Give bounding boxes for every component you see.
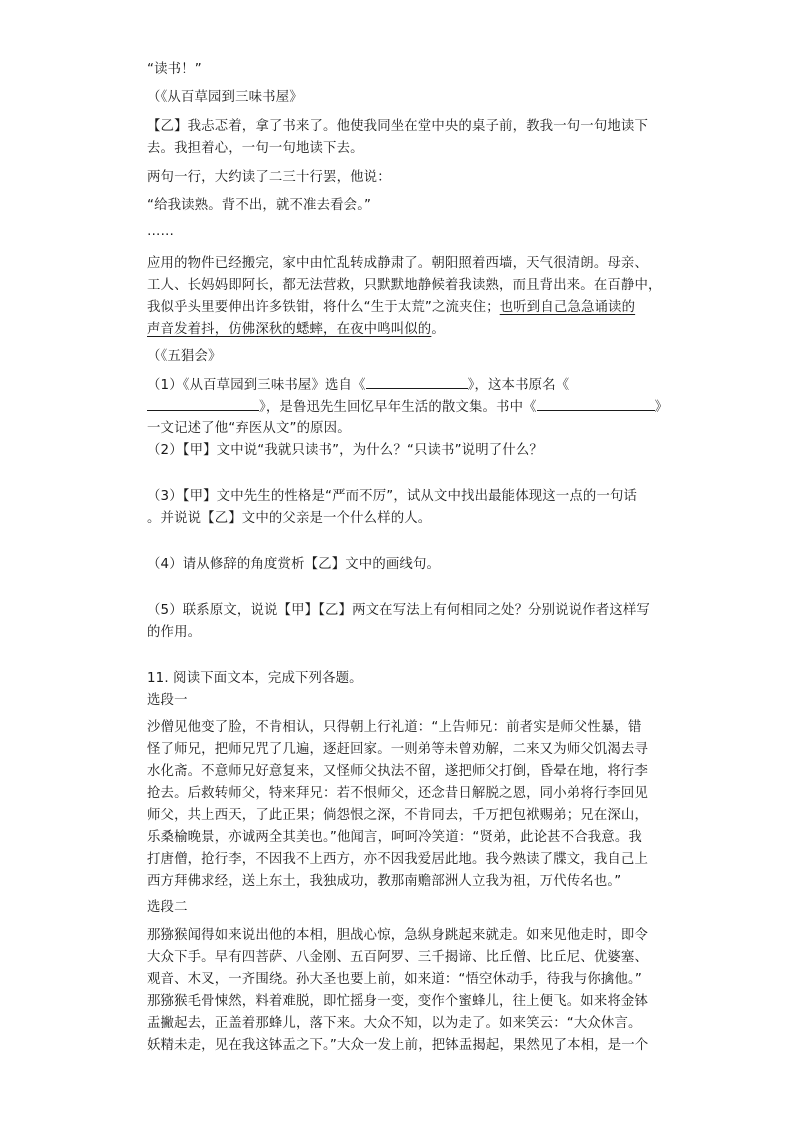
question-4: （4）请从修辞的角度赏析【乙】文中的画线句。 xyxy=(147,557,441,572)
passage-yi-line: 去。我担着心，一句一句地读下去。 xyxy=(147,141,364,156)
plain-text: 我似乎头里要伸出许多铁钳，将什么“生于太荒”之流夹住； xyxy=(147,300,500,315)
question-1 xyxy=(147,375,569,396)
segment-2-line: 那猕猴闻得如来说出他的本相，胆战心惊，急纵身跳起来就走。如来见他走时，即令 xyxy=(147,928,649,943)
segment-1-line: 抢去。后救转师父，特来拜兄：若不恨师父，还念昔日解脱之恩，同小弟将行李回见 xyxy=(147,786,649,801)
question-5: （5）联系原文，说说【甲】【乙】两文在写法上有何相同之处？分别说说作者这样写 xyxy=(147,603,650,618)
segment-1-line: 乐桑榆晚景，亦诚两全其美也。”他闻言，呵呵冷笑道：“贤弟，此论甚不合我意。我 xyxy=(147,830,642,845)
question-text: （1）《从百草园到三味书屋》选自《 xyxy=(147,378,366,393)
question-11-heading: 11. 阅读下面文本，完成下列各题。 xyxy=(147,671,363,686)
source-citation-2: （《五猖会》 xyxy=(147,349,222,364)
passage-yi-line: “给我读熟。背不出，就不准去看会。” xyxy=(147,198,372,213)
question-1 xyxy=(147,397,668,418)
segment-1-line: 西方拜佛求经，送上东土，我独成功，教那南赡部洲人立我为祖，万代传名也。” xyxy=(147,874,622,889)
question-text: 》，这本书原名《 xyxy=(467,378,570,393)
segment-2-line: 盂撇起去，正盖着那蜂儿，落下来。大众不知，以为走了。如来笑云：“大众休言。 xyxy=(147,1016,642,1031)
passage-yi-line: 【乙】我忐忑着，拿了书来了。他使我同坐在堂中央的桌子前，教我一句一句地读下 xyxy=(147,119,649,134)
segment-2-line: 妖精未走，见在我这钵盂之下。”大众一发上前，把钵盂揭起，果然见了本相，是一个 xyxy=(147,1038,649,1053)
source-citation-1: （《从百草园到三味书屋》 xyxy=(147,90,303,105)
underlined-sentence: 也听到自己急急诵读的 xyxy=(499,300,636,315)
answer-blank[interactable] xyxy=(147,397,259,411)
passage-yi-line: 应用的物件已经搬完，家中由忙乱转成静肃了。朝阳照着西墙，天气很清朗。母亲、 xyxy=(147,256,649,271)
answer-blank[interactable] xyxy=(537,397,655,411)
segment-1-title: 选段一 xyxy=(147,693,188,708)
quote-read: “读书！” xyxy=(147,62,202,77)
segment-1-line: 怪了师兄，把师兄咒了几遍，逐赶回家。一则弟等未曾劝解，二来又为师父饥渴去寻 xyxy=(147,742,649,757)
passage-yi-line xyxy=(147,320,445,340)
segment-1-line: 沙僧见他变了脸，不肯相认，只得朝上行礼道：“上告师兄：前者实是师父性暴，错 xyxy=(147,720,642,735)
segment-1-line: 水化斋。不意师兄好意复来，又怪师父执法不留，遂把师父打倒，昏晕在地，将行李 xyxy=(147,764,649,779)
question-3: （3）【甲】文中先生的性格是“严而不厉”，试从文中找出最能体现这一点的一句话 xyxy=(147,489,638,504)
segment-1-line: 打唐僧，抢行李，不因我不上西方，亦不因我爱居此地。我今熟读了牒文，我自己上 xyxy=(147,852,649,867)
ellipsis: …… xyxy=(147,224,175,239)
question-5: 的作用。 xyxy=(147,625,202,640)
question-2: （2）【甲】文中说“我就只读书”，为什么？“只读书”说明了什么？ xyxy=(147,443,543,458)
passage-yi-line xyxy=(147,298,635,318)
passage-yi-line: 两句一行，大约读了二三十行罢，他说： xyxy=(147,170,391,185)
plain-text: 。 xyxy=(431,322,445,337)
question-3: 。并说说【乙】文中的父亲是一个什么样的人。 xyxy=(147,511,432,526)
answer-blank[interactable] xyxy=(366,375,468,389)
segment-2-line: 观音、木叉，一齐围绕。孙大圣也要上前，如来道：“悟空休动手，待我与你擒他。” xyxy=(147,972,642,987)
segment-2-line: 那猕猴毛骨悚然，料着难脱，即忙摇身一变，变作个蜜蜂儿，往上便飞。如来将金钵 xyxy=(147,994,649,1009)
underlined-sentence: 声音发着抖，仿佛深秋的蟋蟀，在夜中鸣叫似的 xyxy=(147,322,432,337)
passage-yi-line: 工人、长妈妈即阿长，都无法营救，只默默地静候着我读熟，而且背出来。在百静中， xyxy=(147,278,662,293)
question-1: 一文记述了他“弃医从文”的原因。 xyxy=(147,421,351,436)
segment-2-title: 选段二 xyxy=(147,900,188,915)
segment-2-line: 大众下手。早有四菩萨、八金刚、五百阿罗、三千揭谛、比丘僧、比丘尼、优婆塞、 xyxy=(147,950,649,965)
question-text: 》 xyxy=(654,400,669,415)
question-text: 》，是鲁迅先生回忆早年生活的散文集。书中《 xyxy=(259,400,537,415)
segment-1-line: 师父，共上西天，了此正果；倘怨恨之深，不肯同去，千万把包袱赐弟；兄在深山， xyxy=(147,808,649,823)
